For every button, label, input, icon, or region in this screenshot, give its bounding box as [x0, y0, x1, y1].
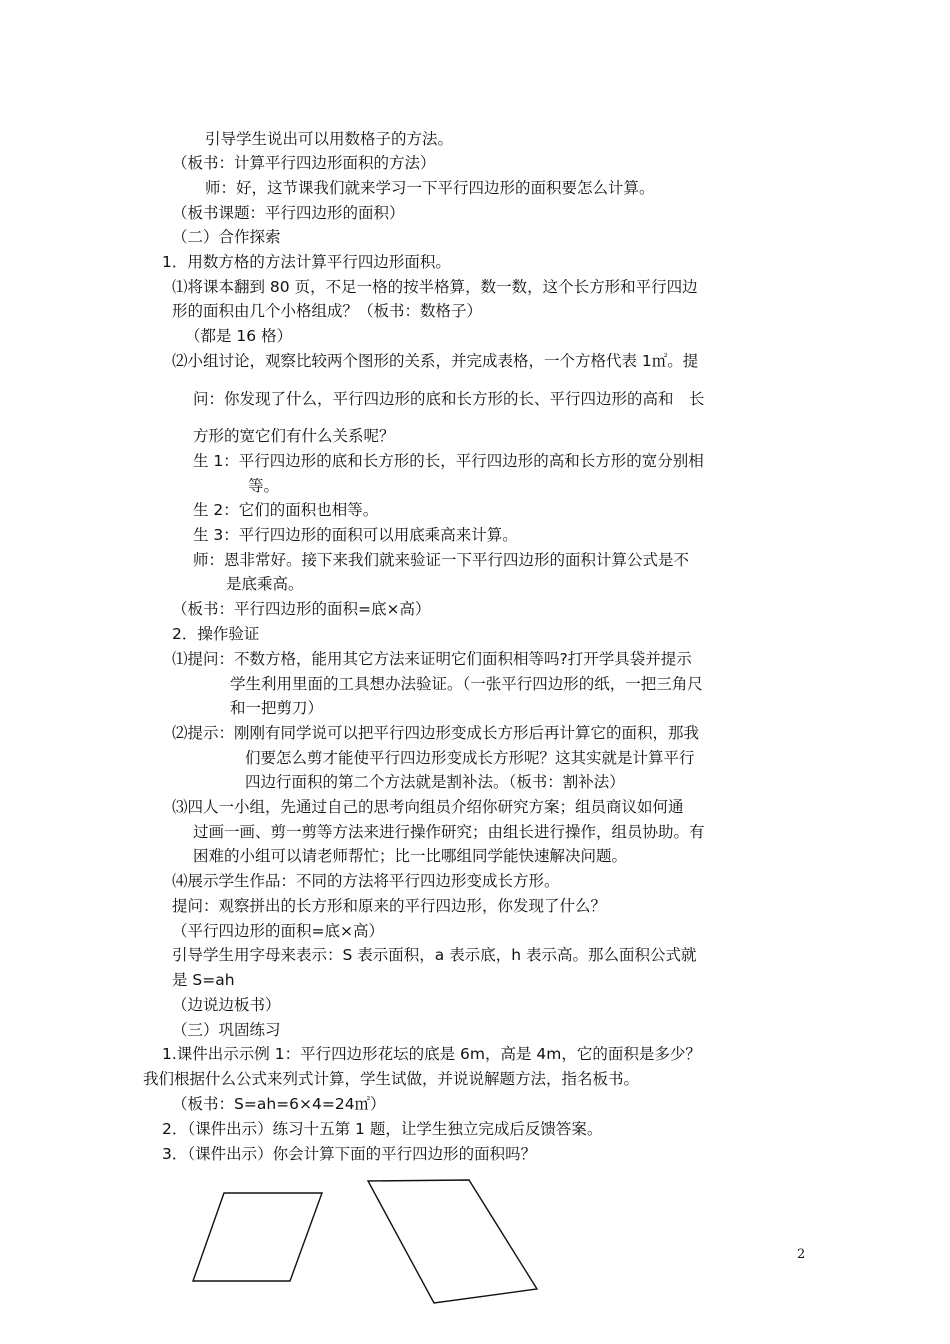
text-line: 学生利用里面的工具想办法验证。（一张平行四边形的纸，一把三角尺 [230, 675, 703, 693]
text-line: 生 3：平行四边形的面积可以用底乘高来计算。 [193, 526, 518, 544]
text-line: （板书：计算平行四边形面积的方法） [172, 154, 436, 172]
text-line: 问：你发现了什么，平行四边形的底和长方形的长、平行四边形的高和 长 [193, 390, 705, 408]
text-line: 1.课件出示示例 1：平行四边形花坛的底是 6m，高是 4m，它的面积是多少？ [162, 1045, 701, 1063]
text-line: ⑷展示学生作品：不同的方法将平行四边形变成长方形。 [172, 872, 560, 890]
text-line: 是 S=ah [172, 971, 235, 989]
text-line: 形的面积由几个小格组成？（板书：数格子） [172, 302, 483, 320]
text-line: 生 2：它们的面积也相等。 [193, 501, 379, 519]
text-line: 我们根据什么公式来列式计算，学生试做，并说说解题方法，指名板书。 [143, 1070, 640, 1088]
text-line: 是底乘高。 [226, 575, 304, 593]
text-line: 师：恩非常好。接下来我们就来验证一下平行四边形的面积计算公式是不 [193, 551, 690, 569]
text-line: ⑵提示：刚刚有同学说可以把平行四边形变成长方形后再计算它的面积，那我 [172, 724, 700, 742]
parallelogram-right [368, 1180, 537, 1303]
text-line: 方形的宽它们有什么关系呢？ [193, 427, 395, 445]
text-line: 2．操作验证 [172, 625, 260, 643]
section-heading: （二）合作探索 [172, 228, 281, 246]
text-line: 引导学生用字母来表示：S 表示面积，a 表示底，h 表示高。那么面积公式就 [172, 946, 697, 964]
text-line: 师：好，这节课我们就来学习一下平行四边形的面积要怎么计算。 [205, 179, 655, 197]
text-line: 等。 [248, 477, 280, 495]
parallelogram-left [193, 1193, 322, 1281]
text-line: ⑴将课本翻到 80 页，不足一格的按半格算，数一数，这个长方形和平行四边 [172, 278, 698, 296]
text-line: （平行四边形的面积=底×高） [172, 922, 384, 940]
text-line: ⑶四人一小组，先通过自己的思考向组员介绍你研究方案；组员商议如何通 [172, 798, 684, 816]
text-line: 提问：观察拼出的长方形和原来的平行四边形，你发现了什么？ [172, 897, 607, 915]
text-line: （板书：S=ah=6×4=24㎡） [172, 1095, 386, 1113]
text-line: （板书课题：平行四边形的面积） [172, 204, 405, 222]
text-line: 困难的小组可以请老师帮忙；比一比哪组同学能快速解决问题。 [193, 847, 628, 865]
text-line: 们要怎么剪才能使平行四边形变成长方形呢？这其实就是计算平行 [245, 749, 695, 767]
text-line: 1．用数方格的方法计算平行四边形面积。 [162, 253, 451, 271]
text-line: ⑴提问：不数方格，能用其它方法来证明它们面积相等吗?打开学具袋并提示 [172, 650, 692, 668]
text-line: （边说边板书） [172, 996, 281, 1014]
text-line: 生 1：平行四边形的底和长方形的长，平行四边形的高和长方形的宽分别相 [193, 452, 704, 470]
page-number: 2 [797, 1247, 806, 1262]
text-line: 过画一画、剪一剪等方法来进行操作研究；由组长进行操作，组员协助。有 [193, 823, 705, 841]
text-line: 2．（课件出示）练习十五第 1 题，让学生独立完成后反馈答案。 [162, 1120, 603, 1138]
text-line: （板书：平行四边形的面积=底×高） [172, 600, 431, 618]
text-line: 引导学生说出可以用数格子的方法。 [205, 130, 454, 148]
text-line: （都是 16 格） [185, 327, 293, 345]
text-line: 和一把剪刀） [230, 699, 324, 717]
text-line: ⑵小组讨论，观察比较两个图形的关系，并完成表格，一个方格代表 1㎡。提 [172, 352, 699, 370]
text-line: 四边行面积的第二个方法就是割补法。（板书：割补法） [245, 773, 625, 791]
section-heading: （三）巩固练习 [172, 1021, 281, 1039]
text-line: 3．（课件出示）你会计算下面的平行四边形的面积吗？ [162, 1145, 537, 1163]
